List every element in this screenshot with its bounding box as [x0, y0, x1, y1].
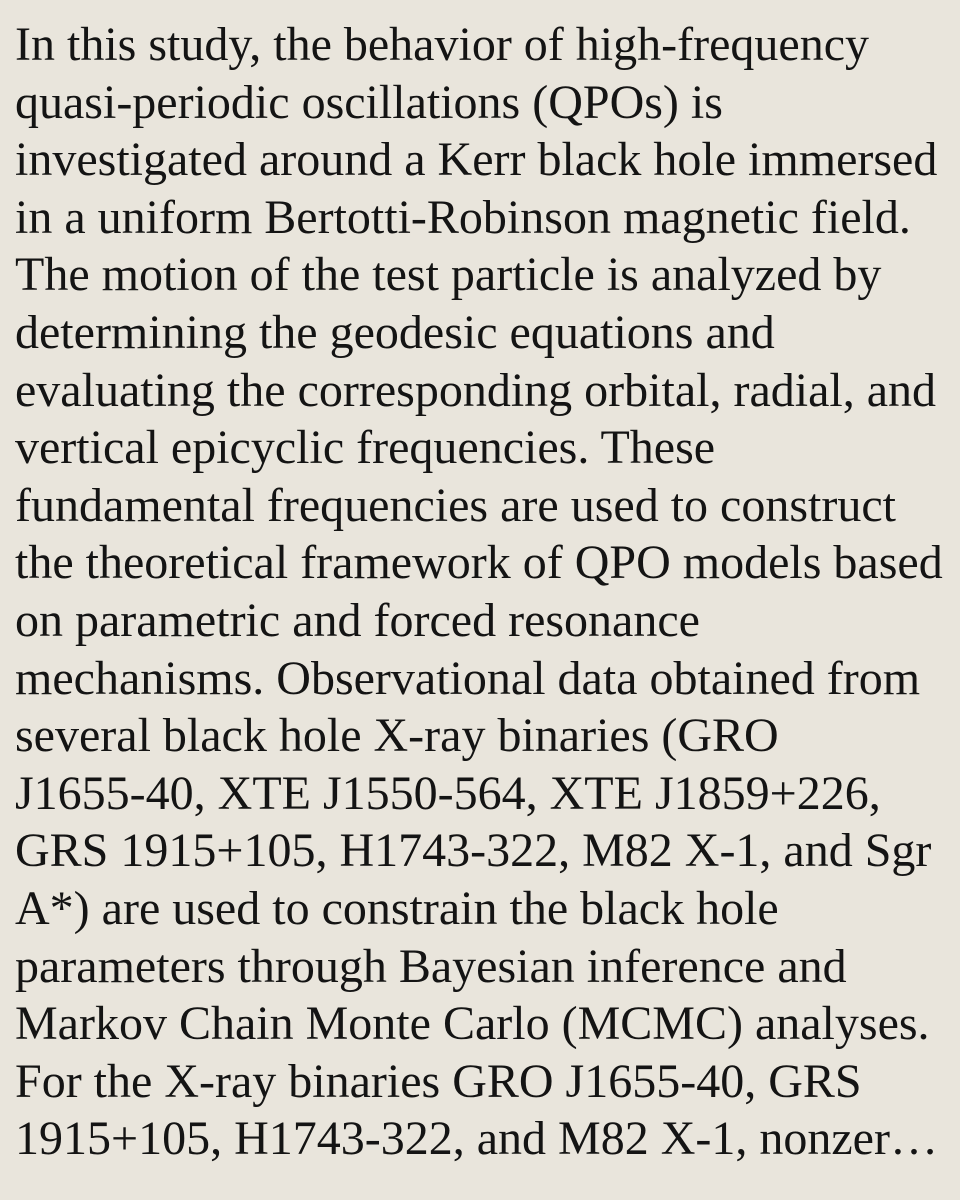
text-line: The motion of the test particle is analyzed by [15, 248, 882, 302]
text-line: evaluating the corresponding orbital, radial, and [15, 363, 937, 417]
text-line: A*) are used to constrain the black hole [15, 881, 779, 935]
text-line: 1915+105, H1743-322, and M82 X-1, nonzer… [15, 1112, 938, 1166]
text-line: GRS 1915+105, H1743-322, M82 X-1, and Sgr [15, 824, 932, 878]
text-line: parameters through Bayesian inference and [15, 939, 847, 993]
text-line: determining the geodesic equations and [15, 305, 775, 359]
text-line: the theoretical framework of QPO models based [15, 536, 943, 590]
text-line: For the X-ray binaries GRO J1655-40, GRS [15, 1054, 862, 1108]
text-line: In this study, the behavior of high-frequency [15, 18, 869, 71]
text-line: on parametric and forced resonance [15, 593, 700, 647]
text-line: several black hole X-ray binaries (GRO [15, 709, 779, 763]
text-line: quasi-periodic oscillations (QPOs) is [15, 75, 723, 129]
text-line: investigated around a Kerr black hole immersed [15, 133, 938, 187]
abstract-text [15, 16, 955, 1168]
text-line: fundamental frequencies are used to construct [15, 478, 896, 532]
text-line: vertical epicyclic frequencies. These [15, 421, 716, 475]
text-line: Markov Chain Monte Carlo (MCMC) analyses. [15, 997, 930, 1051]
text-line: in a uniform Bertotti-Robinson magnetic field. [15, 190, 911, 244]
text-line: mechanisms. Observational data obtained from [15, 651, 921, 705]
text-line: J1655-40, XTE J1550-564, XTE J1859+226, [15, 766, 881, 820]
